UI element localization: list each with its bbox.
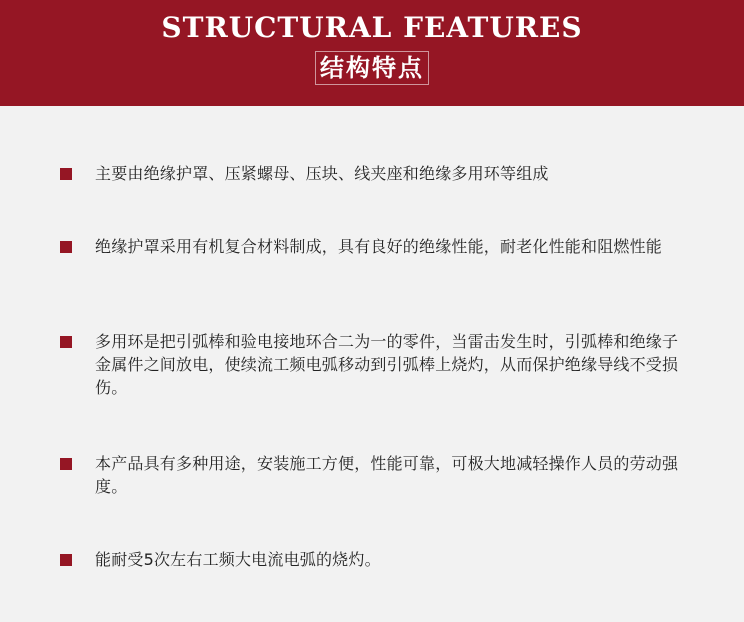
square-bullet-icon (60, 458, 72, 470)
header-banner (0, 0, 744, 106)
list-item-text: 多用环是把引弧棒和验电接地环合二为一的零件，当雷击发生时，引弧棒和绝缘子金属件之间放电，使续流工频电弧移动到引弧棒上烧灼，从而保护绝缘导线不受损伤。 (95, 332, 679, 397)
list-item-text: 绝缘护罩采用有机复合材料制成，具有良好的绝缘性能，耐老化性能和阻燃性能 (95, 237, 663, 256)
list-item-text: 能耐受5次左右工频大电流电弧的烧灼。 (95, 550, 381, 569)
page-subtitle: 结构特点 (315, 51, 429, 85)
page-title: STRUCTURAL FEATURES (161, 11, 583, 44)
list-item-text: 主要由绝缘护罩、压紧螺母、压块、线夹座和绝缘多用环等组成 (95, 164, 549, 183)
square-bullet-icon (60, 241, 72, 253)
square-bullet-icon (60, 336, 72, 348)
list-item-text: 本产品具有多种用途，安装施工方便，性能可靠，可极大地减轻操作人员的劳动强度。 (95, 454, 679, 496)
square-bullet-icon (60, 168, 72, 180)
square-bullet-icon (60, 554, 72, 566)
